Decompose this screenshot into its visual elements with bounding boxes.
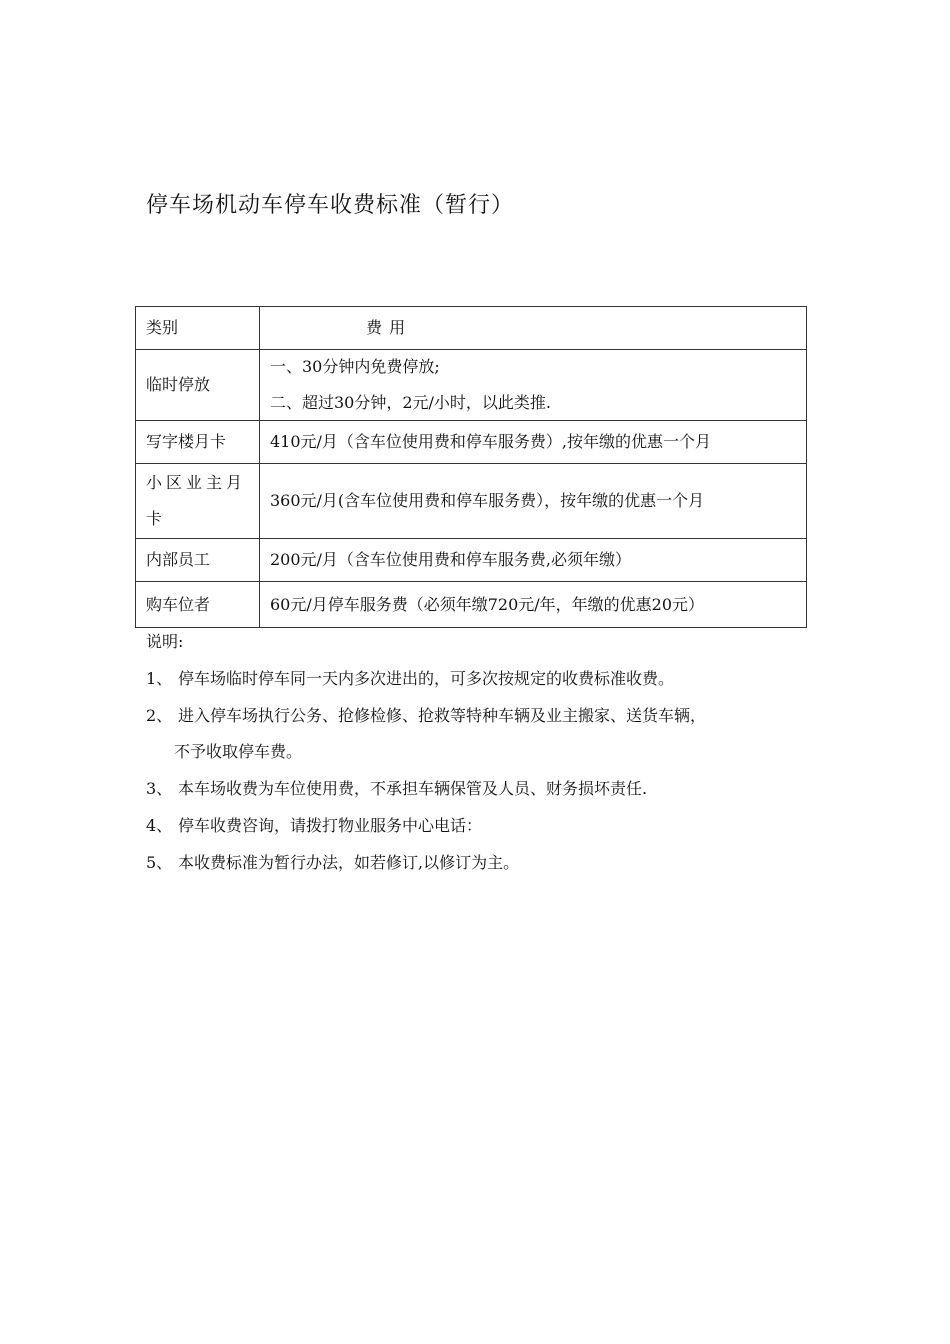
note-text: 本车场收费为车位使用费，不承担车辆保管及人员、财务损坏责任. xyxy=(178,779,648,798)
row-fee: 410元/月（含车位使用费和停车服务费）,按年缴的优惠一个月 xyxy=(260,421,807,464)
note-number: 5、 xyxy=(146,853,173,872)
note-item xyxy=(146,814,836,838)
note-text: 进入停车场执行公务、抢修检修、抢救等特种车辆及业主搬家、送货车辆， xyxy=(178,706,707,725)
row-category xyxy=(136,464,260,539)
row-fee: 360元/月(含车位使用费和停车服务费），按年缴的优惠一个月 xyxy=(260,464,807,539)
table-row xyxy=(136,582,807,628)
header-category: 类别 xyxy=(136,307,260,350)
notes-section xyxy=(146,630,836,875)
note-number: 4、 xyxy=(146,816,173,835)
note-item xyxy=(146,851,836,875)
note-text: 本收费标准为暂行办法，如若修订,以修订为主。 xyxy=(178,853,520,872)
note-item xyxy=(146,704,836,764)
note-item xyxy=(146,777,836,801)
row-fee: 60元/月停车服务费（必须年缴720元/年，年缴的优惠20元） xyxy=(260,582,807,628)
row-category: 写字楼月卡 xyxy=(136,421,260,464)
row-category: 内部员工 xyxy=(136,539,260,582)
note-text: 停车场临时停车同一天内多次进出的，可多次按规定的收费标准收费。 xyxy=(178,669,675,688)
page-title: 停车场机动车停车收费标准（暂行） xyxy=(146,193,515,218)
table-header-row xyxy=(136,307,807,350)
note-number: 3、 xyxy=(146,779,173,798)
table-row xyxy=(136,464,807,539)
table-row xyxy=(136,421,807,464)
table-row xyxy=(136,539,807,582)
note-item xyxy=(146,667,836,691)
row-category-text: 小区业主月卡 xyxy=(146,473,247,528)
note-number: 2、 xyxy=(146,706,173,725)
row-fee: 200元/月（含车位使用费和停车服务费,必须年缴） xyxy=(260,539,807,582)
row-fee xyxy=(260,350,807,421)
fee-table xyxy=(135,306,807,628)
fee-line: 一、30分钟内免费停放; xyxy=(270,357,440,376)
header-fee: 费 用 xyxy=(260,307,807,350)
note-text: 停车收费咨询，请拨打物业服务中心电话： xyxy=(178,816,483,835)
fee-line: 二、超过30分钟，2元/小时，以此类推. xyxy=(270,393,552,412)
row-category: 购车位者 xyxy=(136,582,260,628)
table-row xyxy=(136,350,807,421)
note-number: 1、 xyxy=(146,669,173,688)
note-text-continued: 不予收取停车费。 xyxy=(174,742,303,761)
notes-label: 说明: xyxy=(146,632,184,651)
row-category: 临时停放 xyxy=(136,350,260,421)
